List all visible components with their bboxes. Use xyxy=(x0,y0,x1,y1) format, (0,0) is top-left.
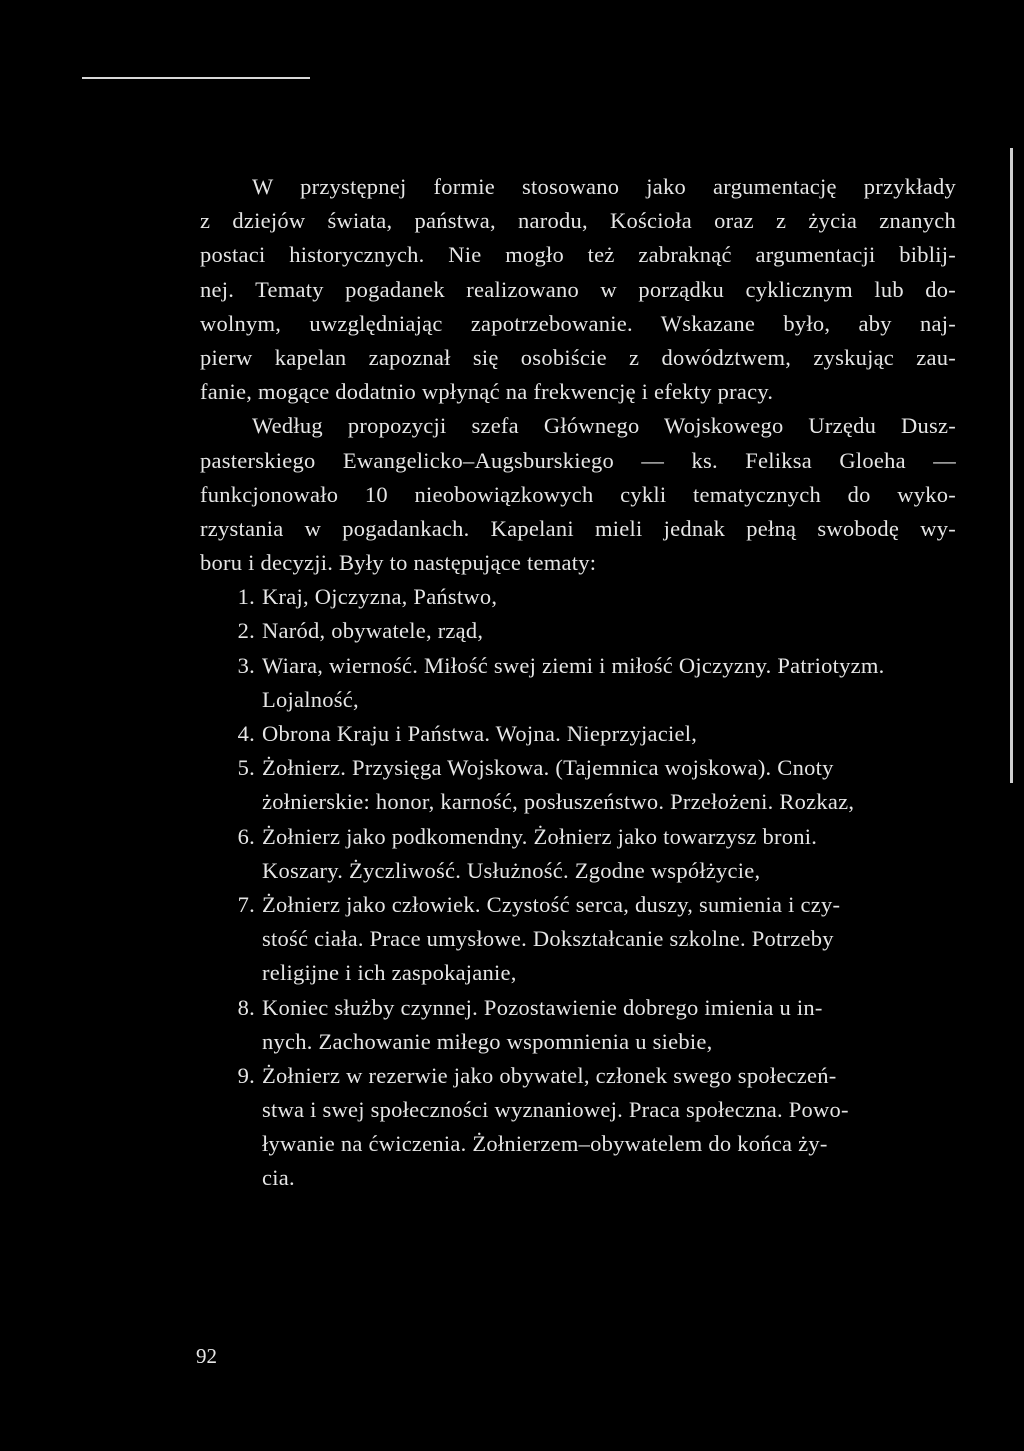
list-item-number: 4. xyxy=(237,721,255,746)
list-item xyxy=(200,580,956,614)
paragraph-line: Według propozycji szefa Głównego Wojskowego Urzędu Dusz- xyxy=(252,413,956,439)
list-item-text: Żołnierz jako podkomendny. Żołnierz jako towarzysz broni. xyxy=(262,823,818,849)
list-item xyxy=(200,614,956,648)
paragraph-line: funkcjonowało 10 nieobowiązkowych cykli tematycznych do wyko- xyxy=(200,481,956,507)
list-item-text: żołnierskie: honor, karność, posłuszeństwo. Przełożeni. Rozkaz, xyxy=(262,789,855,815)
list-item-text: stwa i swej społeczności wyznaniowej. Praca społeczna. Powo- xyxy=(262,1097,849,1123)
list-item-number: 3. xyxy=(237,652,255,678)
list-item-text: stość ciała. Prace umysłowe. Dokształcanie szkolne. Potrzeby xyxy=(262,926,834,952)
list-item xyxy=(200,751,956,819)
paragraph-line: postaci historycznych. Nie mogło też zabraknąć argumentacji biblij- xyxy=(200,242,956,268)
list-item xyxy=(200,888,956,991)
list-item-number: 9. xyxy=(237,1062,255,1088)
paragraph-line: fanie, mogące dodatnio wpłynąć na frekwencję i efekty pracy. xyxy=(200,379,774,405)
list-item-number: 1. xyxy=(237,584,255,610)
paragraph xyxy=(200,170,956,580)
paragraph-line: pasterskiego Ewangelicko–Augsburskiego — ks. Feliksa Gloeha — xyxy=(200,447,956,473)
list-item-text: Żołnierz. Przysięga Wojskowa. (Tajemnica wojskowa). Cnoty xyxy=(262,755,834,781)
list-item-text: ływanie na ćwiczenia. Żołnierzem–obywatelem do końca ży- xyxy=(262,1131,828,1157)
body-text xyxy=(200,170,956,1196)
list-item-text: Lojalność, xyxy=(262,686,359,712)
paragraph-line: wolnym, uwzględniając zapotrzebowanie. Wskazane było, aby naj- xyxy=(200,310,956,336)
list-item-text: Żołnierz jako człowiek. Czystość serca, duszy, sumienia i czy- xyxy=(262,891,841,917)
page-number: 92 xyxy=(196,1344,217,1368)
list-item xyxy=(200,1059,956,1196)
list-item-text: Wiara, wierność. Miłość swej ziemi i miłość Ojczyzny. Patriotyzm. xyxy=(262,652,885,678)
list-item xyxy=(200,991,956,1059)
list-item-text: nych. Zachowanie miłego wspomnienia u siebie, xyxy=(262,1028,713,1054)
paragraph-line: boru i decyzji. Były to następujące tematy: xyxy=(200,550,597,576)
list-item-text: Obrona Kraju i Państwa. Wojna. Nieprzyjaciel, xyxy=(262,721,698,746)
paragraph-line: nej. Tematy pogadanek realizowano w porządku cyklicznym lub do- xyxy=(200,276,956,302)
margin-rule xyxy=(1010,148,1013,783)
list-item-number: 2. xyxy=(237,618,255,644)
header-rule xyxy=(82,77,310,79)
list-item-number: 6. xyxy=(237,823,255,849)
list-item xyxy=(200,649,956,717)
paragraph-line: z dziejów świata, państwa, narodu, Kościoła oraz z życia znanych xyxy=(200,208,956,234)
list-item-text: Żołnierz w rezerwie jako obywatel, członek swego społeczeń- xyxy=(262,1062,837,1088)
list-item-text: Naród, obywatele, rząd, xyxy=(262,618,484,644)
list-item xyxy=(200,820,956,888)
list-item-number: 8. xyxy=(237,994,255,1020)
paragraph-line: pierw kapelan zapoznał się osobiście z dowództwem, zyskując zau- xyxy=(200,344,956,370)
list-item xyxy=(200,717,956,751)
list-item-text: Kraj, Ojczyzna, Państwo, xyxy=(262,584,498,610)
list-item-text: religijne i ich zaspokajanie, xyxy=(262,960,517,986)
list-item-number: 5. xyxy=(237,755,255,781)
list-item-number: 7. xyxy=(237,891,255,917)
list-item-text: cia. xyxy=(262,1165,295,1191)
topic-list xyxy=(200,580,956,1195)
list-item-text: Koniec służby czynnej. Pozostawienie dobrego imienia u in- xyxy=(262,994,823,1020)
list-item-text: Koszary. Życzliwość. Usłużność. Zgodne współżycie, xyxy=(262,857,761,883)
paragraph-line: W przystępnej formie stosowano jako argumentację przykłady xyxy=(252,174,956,199)
paragraph-line: rzystania w pogadankach. Kapelani mieli jednak pełną swobodę wy- xyxy=(200,515,956,541)
